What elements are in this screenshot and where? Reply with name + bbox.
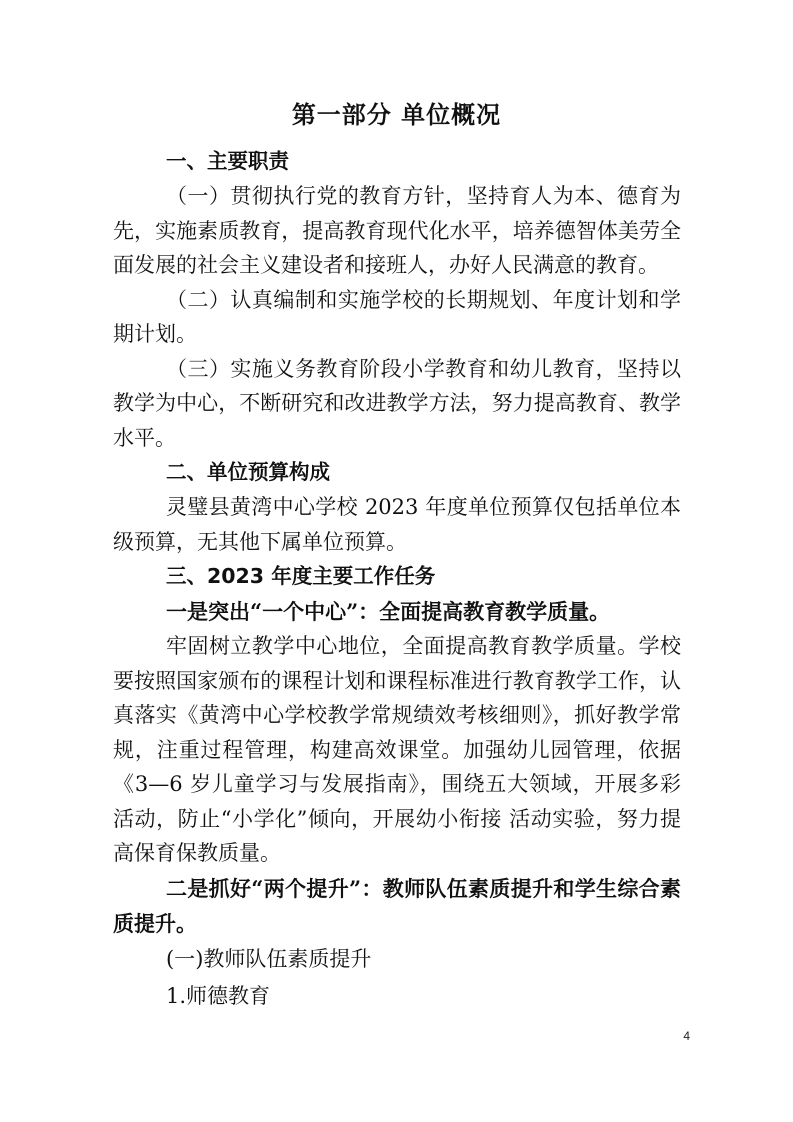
section-heading-tasks: 三、2023 年度主要工作任务 [166,564,436,588]
task-2-subitem: 1.师德教育 [166,983,271,1008]
page-title: 第一部分 单位概况 [291,101,502,129]
page-number: 4 [683,1029,690,1043]
duty-item-1: （一）贯彻执行党的教育方针，坚持育人为本、德育为先，实施素质教育，提高教育现代化水平，培养德智体美劳全面发展的社会主义建设者和接班人，办好人民满意的教育。 [113,184,681,277]
task-1-text: 牢固树立教学中心地位，全面提高教育教学质量。学校要按照国家颁布的课程计划和课程标准进行教育教学工作，认真落实《黄湾中心学校教学常规绩效考核细则》，抓好教学常规，注重过程管理，构建高效课堂。加强幼儿园管理，依据《3—6 岁儿童学习与发展指南》，围绕五大领域，开展多彩活动，防止“小学化”倾向，开展幼小衔接 活动实验，努力提高保育保教质量。 [113,634,681,865]
section-heading-duties: 一、主要职责 [166,149,289,173]
section-heading-budget: 二、单位预算构成 [166,460,330,484]
budget-text: 灵璧县黄湾中心学校 2023 年度单位预算仅包括单位本级预算，无其他下属单位预算。 [113,495,681,554]
duty-item-2: （二）认真编制和实施学校的长期规划、年度计划和学期计划。 [113,287,681,346]
task-2-subheading: (一)教师队伍素质提升 [166,946,372,971]
document-body [113,144,681,1015]
task-1-title: 一是突出“一个中心”：全面提高教育教学质量。 [166,599,611,624]
task-2-title: 二是抓好“两个提升”：教师队伍素质提升和学生综合素质提升。 [113,875,681,936]
duty-item-3: （三）实施义务教育阶段小学教育和幼儿教育，坚持以教学为中心，不断研究和改进教学方法，努力提高教育、教学水平。 [113,356,681,450]
